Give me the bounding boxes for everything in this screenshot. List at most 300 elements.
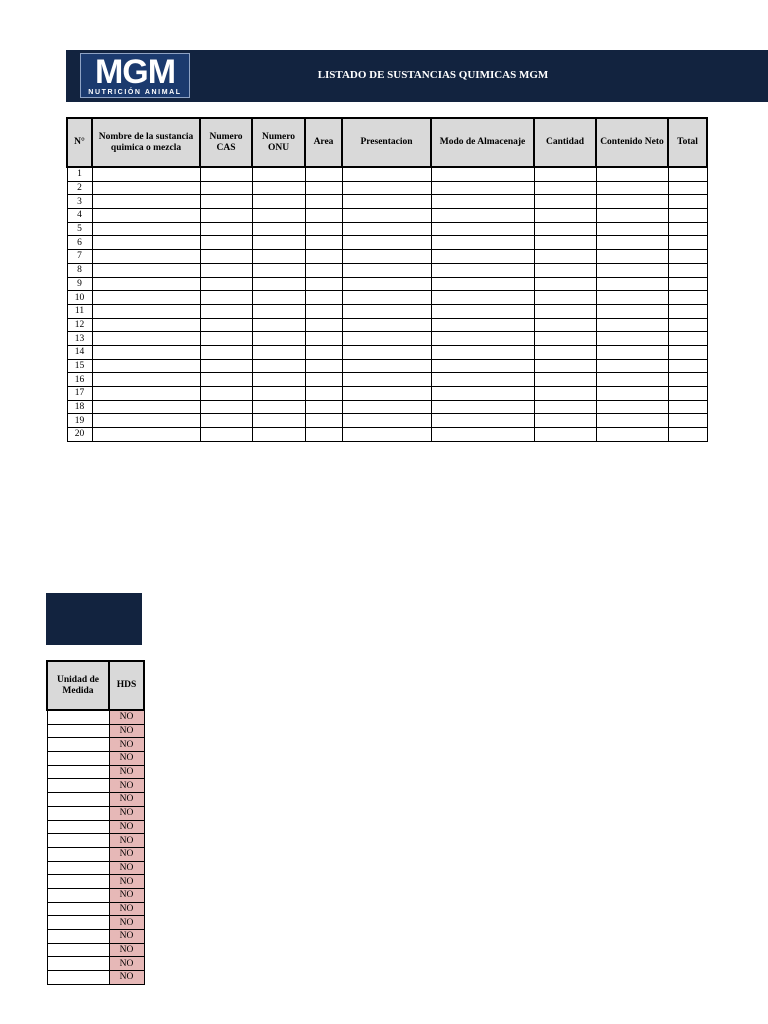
table-row bbox=[67, 250, 707, 264]
table-cell bbox=[668, 222, 707, 236]
side-table-row bbox=[47, 888, 144, 902]
table-cell bbox=[534, 209, 596, 223]
header-unit-of-measure: Unidad de Medida bbox=[47, 661, 109, 710]
header-hds: HDS bbox=[109, 661, 144, 710]
row-number: 12 bbox=[67, 318, 92, 332]
unit-cell bbox=[47, 779, 109, 793]
title-banner bbox=[66, 50, 768, 102]
table-cell bbox=[534, 167, 596, 181]
header-number: N° bbox=[67, 118, 92, 167]
table-cell bbox=[431, 167, 534, 181]
unit-cell bbox=[47, 847, 109, 861]
unit-cell bbox=[47, 930, 109, 944]
table-row bbox=[67, 345, 707, 359]
table-cell bbox=[534, 181, 596, 195]
table-cell bbox=[92, 209, 200, 223]
table-cell bbox=[596, 400, 668, 414]
table-cell bbox=[342, 373, 431, 387]
hds-cell: NO bbox=[109, 943, 144, 957]
unit-cell bbox=[47, 738, 109, 752]
side-table-row bbox=[47, 847, 144, 861]
table-cell bbox=[431, 250, 534, 264]
table-cell bbox=[668, 428, 707, 442]
row-number: 11 bbox=[67, 304, 92, 318]
table-cell bbox=[668, 318, 707, 332]
table-cell bbox=[252, 400, 305, 414]
table-cell bbox=[200, 222, 252, 236]
unit-cell bbox=[47, 820, 109, 834]
table-cell bbox=[252, 373, 305, 387]
side-table-row bbox=[47, 930, 144, 944]
table-cell bbox=[252, 428, 305, 442]
mgm-logo bbox=[80, 53, 190, 98]
table-cell bbox=[431, 373, 534, 387]
table-cell bbox=[534, 291, 596, 305]
hds-cell: NO bbox=[109, 793, 144, 807]
table-cell bbox=[668, 291, 707, 305]
table-cell bbox=[534, 373, 596, 387]
table-cell bbox=[668, 263, 707, 277]
table-cell bbox=[431, 332, 534, 346]
row-number: 20 bbox=[67, 428, 92, 442]
table-cell bbox=[92, 387, 200, 401]
unit-cell bbox=[47, 916, 109, 930]
table-cell bbox=[596, 387, 668, 401]
table-cell bbox=[431, 181, 534, 195]
hds-cell: NO bbox=[109, 930, 144, 944]
table-cell bbox=[252, 291, 305, 305]
table-cell bbox=[305, 250, 342, 264]
table-cell bbox=[668, 414, 707, 428]
side-table-row bbox=[47, 916, 144, 930]
unit-cell bbox=[47, 957, 109, 971]
table-cell bbox=[200, 236, 252, 250]
table-cell bbox=[305, 209, 342, 223]
table-cell bbox=[596, 236, 668, 250]
table-cell bbox=[342, 167, 431, 181]
table-cell bbox=[200, 400, 252, 414]
hds-cell: NO bbox=[109, 902, 144, 916]
table-cell bbox=[596, 414, 668, 428]
table-cell bbox=[92, 291, 200, 305]
table-cell bbox=[596, 167, 668, 181]
table-cell bbox=[92, 195, 200, 209]
side-table-row bbox=[47, 793, 144, 807]
row-number: 6 bbox=[67, 236, 92, 250]
table-cell bbox=[342, 332, 431, 346]
side-table-row bbox=[47, 971, 144, 985]
table-cell bbox=[92, 428, 200, 442]
table-cell bbox=[342, 414, 431, 428]
header-substance-name: Nombre de la sustancia quimica o mezcla bbox=[92, 118, 200, 167]
table-row bbox=[67, 428, 707, 442]
table-cell bbox=[596, 332, 668, 346]
side-table-row bbox=[47, 834, 144, 848]
table-cell bbox=[305, 332, 342, 346]
table-cell bbox=[342, 428, 431, 442]
table-cell bbox=[305, 277, 342, 291]
row-number: 13 bbox=[67, 332, 92, 346]
side-table-row bbox=[47, 752, 144, 766]
table-cell bbox=[252, 263, 305, 277]
table-cell bbox=[92, 304, 200, 318]
table-row bbox=[67, 181, 707, 195]
table-cell bbox=[534, 195, 596, 209]
table-cell bbox=[596, 195, 668, 209]
hds-cell: NO bbox=[109, 724, 144, 738]
table-cell bbox=[342, 250, 431, 264]
header-presentation: Presentacion bbox=[342, 118, 431, 167]
side-table-row bbox=[47, 943, 144, 957]
table-row bbox=[67, 387, 707, 401]
table-cell bbox=[252, 277, 305, 291]
table-cell bbox=[92, 318, 200, 332]
table-cell bbox=[200, 250, 252, 264]
header-total: Total bbox=[668, 118, 707, 167]
header-net-content: Contenido Neto bbox=[596, 118, 668, 167]
hds-cell: NO bbox=[109, 738, 144, 752]
table-cell bbox=[668, 250, 707, 264]
row-number: 10 bbox=[67, 291, 92, 305]
table-cell bbox=[431, 345, 534, 359]
table-cell bbox=[668, 387, 707, 401]
table-cell bbox=[668, 167, 707, 181]
table-cell bbox=[596, 304, 668, 318]
table-cell bbox=[200, 428, 252, 442]
row-number: 16 bbox=[67, 373, 92, 387]
table-cell bbox=[305, 181, 342, 195]
table-cell bbox=[342, 359, 431, 373]
table-row bbox=[67, 359, 707, 373]
table-cell bbox=[431, 236, 534, 250]
table-cell bbox=[431, 195, 534, 209]
table-cell bbox=[305, 359, 342, 373]
table-cell bbox=[342, 195, 431, 209]
unit-cell bbox=[47, 765, 109, 779]
document-title: LISTADO DE SUSTANCIAS QUIMICAS MGM bbox=[317, 69, 549, 81]
hds-cell: NO bbox=[109, 861, 144, 875]
unit-cell bbox=[47, 875, 109, 889]
table-cell bbox=[342, 400, 431, 414]
table-cell bbox=[305, 400, 342, 414]
row-number: 4 bbox=[67, 209, 92, 223]
table-cell bbox=[305, 167, 342, 181]
table-cell bbox=[596, 373, 668, 387]
side-table-row bbox=[47, 875, 144, 889]
table-cell bbox=[534, 277, 596, 291]
table-cell bbox=[596, 277, 668, 291]
unit-cell bbox=[47, 834, 109, 848]
hds-cell: NO bbox=[109, 779, 144, 793]
hds-cell: NO bbox=[109, 888, 144, 902]
table-cell bbox=[305, 387, 342, 401]
table-row bbox=[67, 236, 707, 250]
table-cell bbox=[342, 181, 431, 195]
table-row bbox=[67, 263, 707, 277]
table-cell bbox=[305, 195, 342, 209]
table-cell bbox=[92, 332, 200, 346]
table-cell bbox=[305, 373, 342, 387]
table-cell bbox=[200, 181, 252, 195]
table-cell bbox=[200, 304, 252, 318]
hds-cell: NO bbox=[109, 971, 144, 985]
side-table-row bbox=[47, 902, 144, 916]
table-cell bbox=[668, 373, 707, 387]
table-cell bbox=[200, 387, 252, 401]
table-cell bbox=[534, 387, 596, 401]
table-cell bbox=[252, 222, 305, 236]
table-cell bbox=[596, 291, 668, 305]
header-quantity: Cantidad bbox=[534, 118, 596, 167]
table-cell bbox=[342, 236, 431, 250]
table-cell bbox=[200, 167, 252, 181]
table-cell bbox=[200, 291, 252, 305]
side-table-row bbox=[47, 957, 144, 971]
hds-cell: NO bbox=[109, 820, 144, 834]
logo-text: MGM bbox=[94, 53, 176, 91]
table-cell bbox=[92, 222, 200, 236]
side-table-row bbox=[47, 765, 144, 779]
table-cell bbox=[252, 167, 305, 181]
row-number: 18 bbox=[67, 400, 92, 414]
row-number: 15 bbox=[67, 359, 92, 373]
table-cell bbox=[342, 345, 431, 359]
table-cell bbox=[252, 195, 305, 209]
table-cell bbox=[668, 304, 707, 318]
table-cell bbox=[92, 373, 200, 387]
table-cell bbox=[596, 318, 668, 332]
table-cell bbox=[92, 400, 200, 414]
row-number: 8 bbox=[67, 263, 92, 277]
table-row bbox=[67, 332, 707, 346]
table-cell bbox=[668, 332, 707, 346]
substances-table bbox=[66, 117, 708, 442]
table-cell bbox=[431, 428, 534, 442]
table-cell bbox=[596, 209, 668, 223]
table-cell bbox=[534, 414, 596, 428]
table-cell bbox=[534, 318, 596, 332]
hds-cell: NO bbox=[109, 710, 144, 724]
table-cell bbox=[252, 181, 305, 195]
table-row bbox=[67, 291, 707, 305]
table-cell bbox=[305, 304, 342, 318]
side-table-row bbox=[47, 861, 144, 875]
unit-cell bbox=[47, 806, 109, 820]
row-number: 3 bbox=[67, 195, 92, 209]
side-table-row bbox=[47, 738, 144, 752]
table-row bbox=[67, 277, 707, 291]
table-cell bbox=[534, 236, 596, 250]
table-cell bbox=[342, 387, 431, 401]
table-cell bbox=[534, 400, 596, 414]
table-cell bbox=[534, 304, 596, 318]
side-table-row bbox=[47, 806, 144, 820]
table-cell bbox=[342, 222, 431, 236]
unit-cell bbox=[47, 888, 109, 902]
table-cell bbox=[305, 263, 342, 277]
table-cell bbox=[92, 167, 200, 181]
table-cell bbox=[200, 195, 252, 209]
table-cell bbox=[668, 359, 707, 373]
table-cell bbox=[200, 318, 252, 332]
side-table-row bbox=[47, 724, 144, 738]
table-cell bbox=[252, 345, 305, 359]
table-cell bbox=[252, 359, 305, 373]
table-cell bbox=[596, 345, 668, 359]
table-cell bbox=[342, 318, 431, 332]
table-cell bbox=[200, 414, 252, 428]
table-cell bbox=[252, 250, 305, 264]
table-cell bbox=[596, 181, 668, 195]
row-number: 2 bbox=[67, 181, 92, 195]
table-cell bbox=[200, 209, 252, 223]
table-cell bbox=[596, 263, 668, 277]
table-cell bbox=[596, 222, 668, 236]
table-cell bbox=[534, 222, 596, 236]
header-storage-mode: Modo de Almacenaje bbox=[431, 118, 534, 167]
header-onu-number: Numero ONU bbox=[252, 118, 305, 167]
table-cell bbox=[92, 236, 200, 250]
unit-cell bbox=[47, 710, 109, 724]
header-area: Area bbox=[305, 118, 342, 167]
table-cell bbox=[668, 277, 707, 291]
row-number: 9 bbox=[67, 277, 92, 291]
hds-cell: NO bbox=[109, 957, 144, 971]
table-row bbox=[67, 209, 707, 223]
table-cell bbox=[431, 222, 534, 236]
table-cell bbox=[668, 236, 707, 250]
table-cell bbox=[596, 250, 668, 264]
table-cell bbox=[305, 318, 342, 332]
table-cell bbox=[342, 209, 431, 223]
hds-cell: NO bbox=[109, 806, 144, 820]
table-cell bbox=[668, 181, 707, 195]
hds-cell: NO bbox=[109, 765, 144, 779]
table-cell bbox=[200, 277, 252, 291]
unit-cell bbox=[47, 793, 109, 807]
table-cell bbox=[534, 332, 596, 346]
table-cell bbox=[305, 428, 342, 442]
table-cell bbox=[342, 291, 431, 305]
table-cell bbox=[92, 345, 200, 359]
table-cell bbox=[342, 263, 431, 277]
table-cell bbox=[342, 277, 431, 291]
table-cell bbox=[252, 318, 305, 332]
table-row bbox=[67, 222, 707, 236]
table-cell bbox=[305, 236, 342, 250]
row-number: 1 bbox=[67, 167, 92, 181]
table-cell bbox=[431, 359, 534, 373]
table-cell bbox=[668, 195, 707, 209]
table-row bbox=[67, 414, 707, 428]
side-header-row bbox=[47, 661, 144, 710]
table-cell bbox=[305, 222, 342, 236]
side-header-block bbox=[46, 593, 142, 645]
unit-cell bbox=[47, 752, 109, 766]
row-number: 14 bbox=[67, 345, 92, 359]
table-cell bbox=[92, 250, 200, 264]
table-cell bbox=[431, 387, 534, 401]
table-cell bbox=[596, 359, 668, 373]
table-cell bbox=[431, 304, 534, 318]
table-cell bbox=[431, 277, 534, 291]
unit-cell bbox=[47, 971, 109, 985]
table-cell bbox=[534, 359, 596, 373]
hds-cell: NO bbox=[109, 875, 144, 889]
table-cell bbox=[92, 277, 200, 291]
unit-cell bbox=[47, 902, 109, 916]
side-table-row bbox=[47, 820, 144, 834]
row-number: 17 bbox=[67, 387, 92, 401]
table-cell bbox=[252, 332, 305, 346]
table-cell bbox=[92, 359, 200, 373]
table-cell bbox=[200, 345, 252, 359]
table-row bbox=[67, 167, 707, 181]
table-cell bbox=[92, 181, 200, 195]
table-cell bbox=[668, 345, 707, 359]
table-cell bbox=[596, 428, 668, 442]
table-cell bbox=[431, 414, 534, 428]
table-cell bbox=[305, 414, 342, 428]
table-row bbox=[67, 195, 707, 209]
table-cell bbox=[305, 291, 342, 305]
units-hds-table bbox=[46, 660, 145, 985]
table-row bbox=[67, 373, 707, 387]
side-table-row bbox=[47, 779, 144, 793]
table-row bbox=[67, 318, 707, 332]
logo-subtext: NUTRICIÓN ANIMAL bbox=[88, 89, 182, 96]
table-cell bbox=[252, 236, 305, 250]
header-cas-number: Numero CAS bbox=[200, 118, 252, 167]
unit-cell bbox=[47, 943, 109, 957]
table-cell bbox=[252, 209, 305, 223]
table-row bbox=[67, 400, 707, 414]
table-row bbox=[67, 304, 707, 318]
table-cell bbox=[252, 414, 305, 428]
table-cell bbox=[431, 209, 534, 223]
table-cell bbox=[534, 345, 596, 359]
row-number: 7 bbox=[67, 250, 92, 264]
unit-cell bbox=[47, 724, 109, 738]
table-cell bbox=[668, 400, 707, 414]
table-cell bbox=[342, 304, 431, 318]
table-cell bbox=[200, 359, 252, 373]
hds-cell: NO bbox=[109, 916, 144, 930]
table-cell bbox=[431, 263, 534, 277]
unit-cell bbox=[47, 861, 109, 875]
table-cell bbox=[534, 263, 596, 277]
table-cell bbox=[200, 373, 252, 387]
hds-cell: NO bbox=[109, 752, 144, 766]
table-cell bbox=[534, 428, 596, 442]
table-cell bbox=[431, 318, 534, 332]
hds-cell: NO bbox=[109, 847, 144, 861]
table-cell bbox=[252, 387, 305, 401]
row-number: 5 bbox=[67, 222, 92, 236]
side-table-row bbox=[47, 710, 144, 724]
hds-cell: NO bbox=[109, 834, 144, 848]
table-cell bbox=[200, 263, 252, 277]
table-cell bbox=[252, 304, 305, 318]
table-cell bbox=[92, 414, 200, 428]
header-row bbox=[67, 118, 707, 167]
table-cell bbox=[431, 291, 534, 305]
table-cell bbox=[431, 400, 534, 414]
table-cell bbox=[668, 209, 707, 223]
table-cell bbox=[534, 250, 596, 264]
table-cell bbox=[92, 263, 200, 277]
table-cell bbox=[200, 332, 252, 346]
